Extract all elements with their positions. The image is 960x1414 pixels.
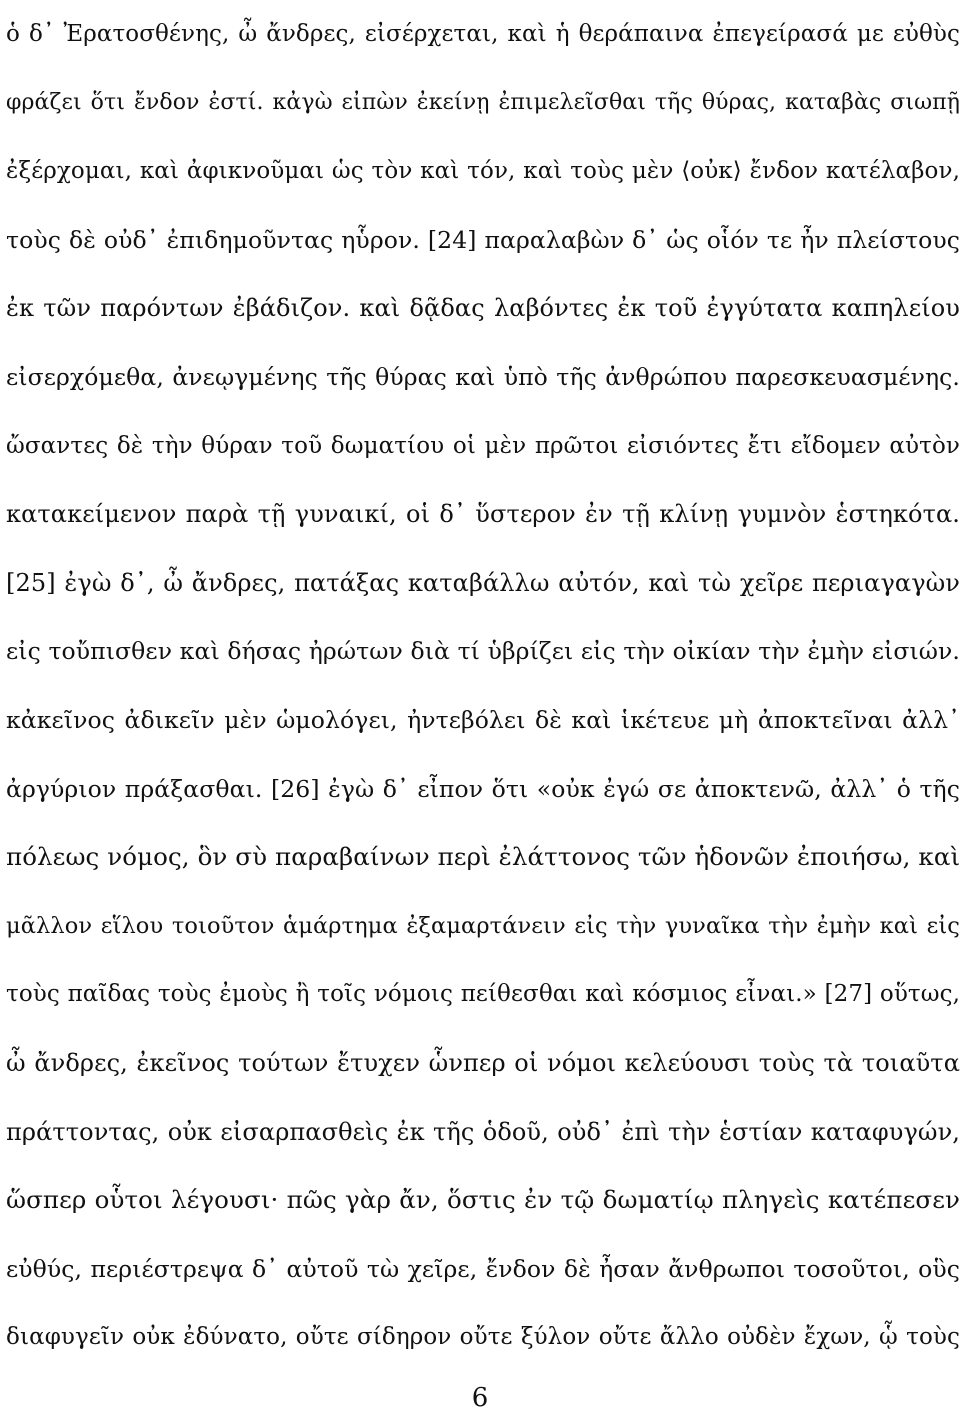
text-line: εἰς τοὔπισθεν καὶ δήσας ἠρώτων διὰ τί ὑβρίζει εἰς τὴν οἰκίαν τὴν ἐμὴν εἰσιών. [6,637,960,666]
text-line: εὐθύς, περιέστρεψα δ᾽ αὐτοῦ τὼ χεῖρε, ἔνδον δὲ ἦσαν ἄνθρωποι τοσοῦτοι, οὓς [6,1254,960,1283]
text-line: τοὺς δὲ οὐδ᾽ ἐπιδημοῦντας ηὗρον. [24] παραλαβὼν δ᾽ ὡς οἷόν τε ἦν πλείστους [6,225,960,254]
text-line: ὁ δ᾽ Ἐρατοσθένης, ὦ ἄνδρες, εἰσέρχεται, καὶ ἡ θεράπαινα ἐπεγείρασά με εὐθὺς [6,21,960,47]
text-line: πόλεως νόμος, ὃν σὺ παραβαίνων περὶ ἐλάττονος τῶν ἡδονῶν ἐποιήσω, καὶ [6,842,960,872]
text-line: ἐξέρχομαι, καὶ ἀφικνοῦμαι ὡς τὸν καὶ τόν, καὶ τοὺς μὲν ⟨οὐκ⟩ ἔνδον κατέλαβον, [6,158,960,185]
page-number: 6 [471,1383,489,1413]
text-line: κἀκεῖνος ἀδικεῖν μὲν ὡμολόγει, ἠντεβόλει δὲ καὶ ἱκέτευε μὴ ἀποκτεῖναι ἀλλ᾽ [6,705,960,734]
text-line: διαφυγεῖν οὐκ ἐδύνατο, οὔτε σίδηρον οὔτε ξύλον οὔτε ἄλλο οὐδὲν ἔχων, ᾧ τοὺς [6,1324,960,1351]
text-line: εἰσερχόμεθα, ἀνεῳγμένης τῆς θύρας καὶ ὑπὸ τῆς ἀνθρώπου παρεσκευασμένης. [6,362,960,391]
text-line: ἐκ τῶν παρόντων ἐβάδιζον. καὶ δᾷδας λαβόντες ἐκ τοῦ ἐγγύτατα καπηλείου [6,294,960,323]
text-line: κατακείμενον παρὰ τῇ γυναικί, οἱ δ᾽ ὕστερον ἐν τῇ κλίνῃ γυμνὸν ἑστηκότα. [6,500,960,529]
text-line: ὤσαντες δὲ τὴν θύραν τοῦ δωματίου οἱ μὲν πρῶτοι εἰσιόντες ἔτι εἴδομεν αὐτὸν [6,432,960,459]
text-line: [25] ἐγὼ δ᾽, ὦ ἄνδρες, πατάξας καταβάλλω αὐτόν, καὶ τὼ χεῖρε περιαγαγὼν [6,568,960,597]
text-line: ἀργύριον πράξασθαι. [26] ἐγὼ δ᾽ εἶπον ὅτι «οὐκ ἐγώ σε ἀποκτενῶ, ἀλλ᾽ ὁ τῆς [6,774,960,803]
text-line: πράττοντας, οὐκ εἰσαρπασθεὶς ἐκ τῆς ὁδοῦ, οὐδ᾽ ἐπὶ τὴν ἑστίαν καταφυγών, [6,1117,960,1146]
text-line: φράζει ὅτι ἔνδον ἐστί. κἀγὼ εἰπὼν ἐκείνῃ ἐπιμελεῖσθαι τῆς θύρας, καταβὰς σιωπῇ [6,89,960,115]
greek-text-body [6,0,960,1372]
text-line: μᾶλλον εἵλου τοιοῦτον ἁμάρτημα ἐξαμαρτάνειν εἰς τὴν γυναῖκα τὴν ἐμὴν καὶ εἰς [6,912,960,939]
text-line: τοὺς παῖδας τοὺς ἐμοὺς ἢ τοῖς νόμοις πείθεσθαι καὶ κόσμιος εἶναι.» [27] οὕτως, [6,981,960,1008]
text-line: ὦ ἄνδρες, ἐκεῖνος τούτων ἔτυχεν ὧνπερ οἱ νόμοι κελεύουσι τοὺς τὰ τοιαῦτα [6,1048,960,1077]
text-line: ὥσπερ οὗτοι λέγουσι· πῶς γὰρ ἄν, ὅστις ἐν τῷ δωματίῳ πληγεὶς κατέπεσεν [6,1185,960,1215]
